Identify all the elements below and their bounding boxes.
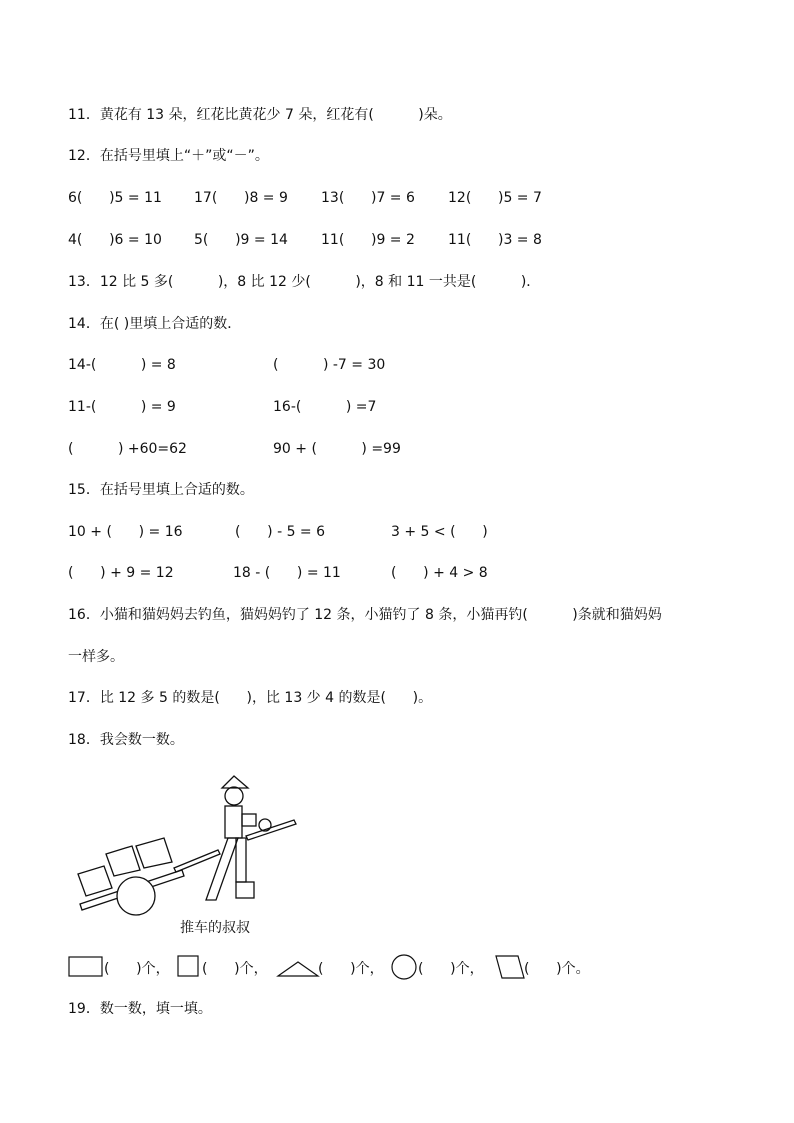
q12-r2-c1: 4( )6 = 10 [68,232,162,248]
q15-r1-c3: 3 + 5 < ( ) [391,524,488,540]
q12-r1-c1: 6( )5 = 11 [68,190,162,206]
cart-handle [174,850,220,872]
q12-r1-c2: 17( )8 = 9 [194,190,288,206]
q12-title: 12．在括号里填上“＋”或“－”。 [68,148,269,164]
q16-line2: 一样多。 [68,649,124,665]
q12-r2-c4: 11( )3 = 8 [448,232,542,248]
rectangle-count: ( )个， [104,961,170,977]
triangle-count: ( )个， [318,961,384,977]
man-arm [242,814,256,826]
q15-title: 15．在括号里填上合适的数。 [68,482,254,498]
man-hat [222,776,248,788]
cart-box-1 [78,866,112,896]
q13-text: 13．12 比 5 多( )，8 比 12 少( )，8 和 11 一共是( )． [68,274,541,290]
q14-r3-c1: ( ) +60=62 [68,441,187,457]
man-leg-1 [206,838,238,900]
q18-title: 18．我会数一数。 [68,732,184,748]
rectangle-icon [68,954,104,978]
man-foot [236,882,254,898]
q12-r2-c3: 11( )9 = 2 [321,232,415,248]
q15-r2-c1: ( ) + 9 = 12 [68,565,174,581]
parallelogram-icon [492,954,528,980]
circle-count: ( )个， [418,961,484,977]
shape-count-row [68,954,628,980]
parallelogram-count: ( )个。 [524,961,590,977]
man-leg-2 [236,838,246,882]
q14-r2-c1: 11-( ) = 9 [68,399,176,415]
cart-wheel [117,877,155,915]
q14-title: 14．在( )里填上合适的数． [68,316,242,332]
q12-r1-c4: 12( )5 = 7 [448,190,542,206]
q15-r1-c2: ( ) - 5 = 6 [235,524,326,540]
q12-r1-c3: 13( )7 = 6 [321,190,415,206]
man-body [225,806,242,838]
square-icon [176,954,204,978]
q12-r2-c2: 5( )9 = 14 [194,232,288,248]
q17-text: 17．比 12 多 5 的数是( )，比 13 少 4 的数是( )。 [68,690,433,706]
man-head [225,787,243,805]
cart-man-figure [70,770,310,920]
square-count: ( )个， [202,961,268,977]
circle-icon [390,954,420,980]
q14-r1-c2: ( ) -7 = 30 [273,357,386,373]
triangle-icon [276,954,320,978]
q15-r2-c3: ( ) + 4 > 8 [391,565,488,581]
q14-r2-c2: 16-( ) =7 [273,399,377,415]
cart-box-3 [136,838,172,868]
cart-box-2 [106,846,140,876]
q11-text: 11．黄花有 13 朵，红花比黄花少 7 朵，红花有( )朵。 [68,107,452,123]
q19-text: 19．数一数，填一填。 [68,1001,212,1017]
q16-line1: 16．小猫和猫妈妈去钓鱼，猫妈妈钓了 12 条，小猫钓了 8 条，小猫再钓( )条就和猫妈妈 [68,607,662,623]
q15-r1-c1: 10 + ( ) = 16 [68,524,183,540]
figure-caption: 推车的叔叔 [180,920,250,936]
q14-r3-c2: 90 + ( ) =99 [273,441,401,457]
q14-r1-c1: 14-( ) = 8 [68,357,176,373]
q15-r2-c2: 18 - ( ) = 11 [233,565,341,581]
